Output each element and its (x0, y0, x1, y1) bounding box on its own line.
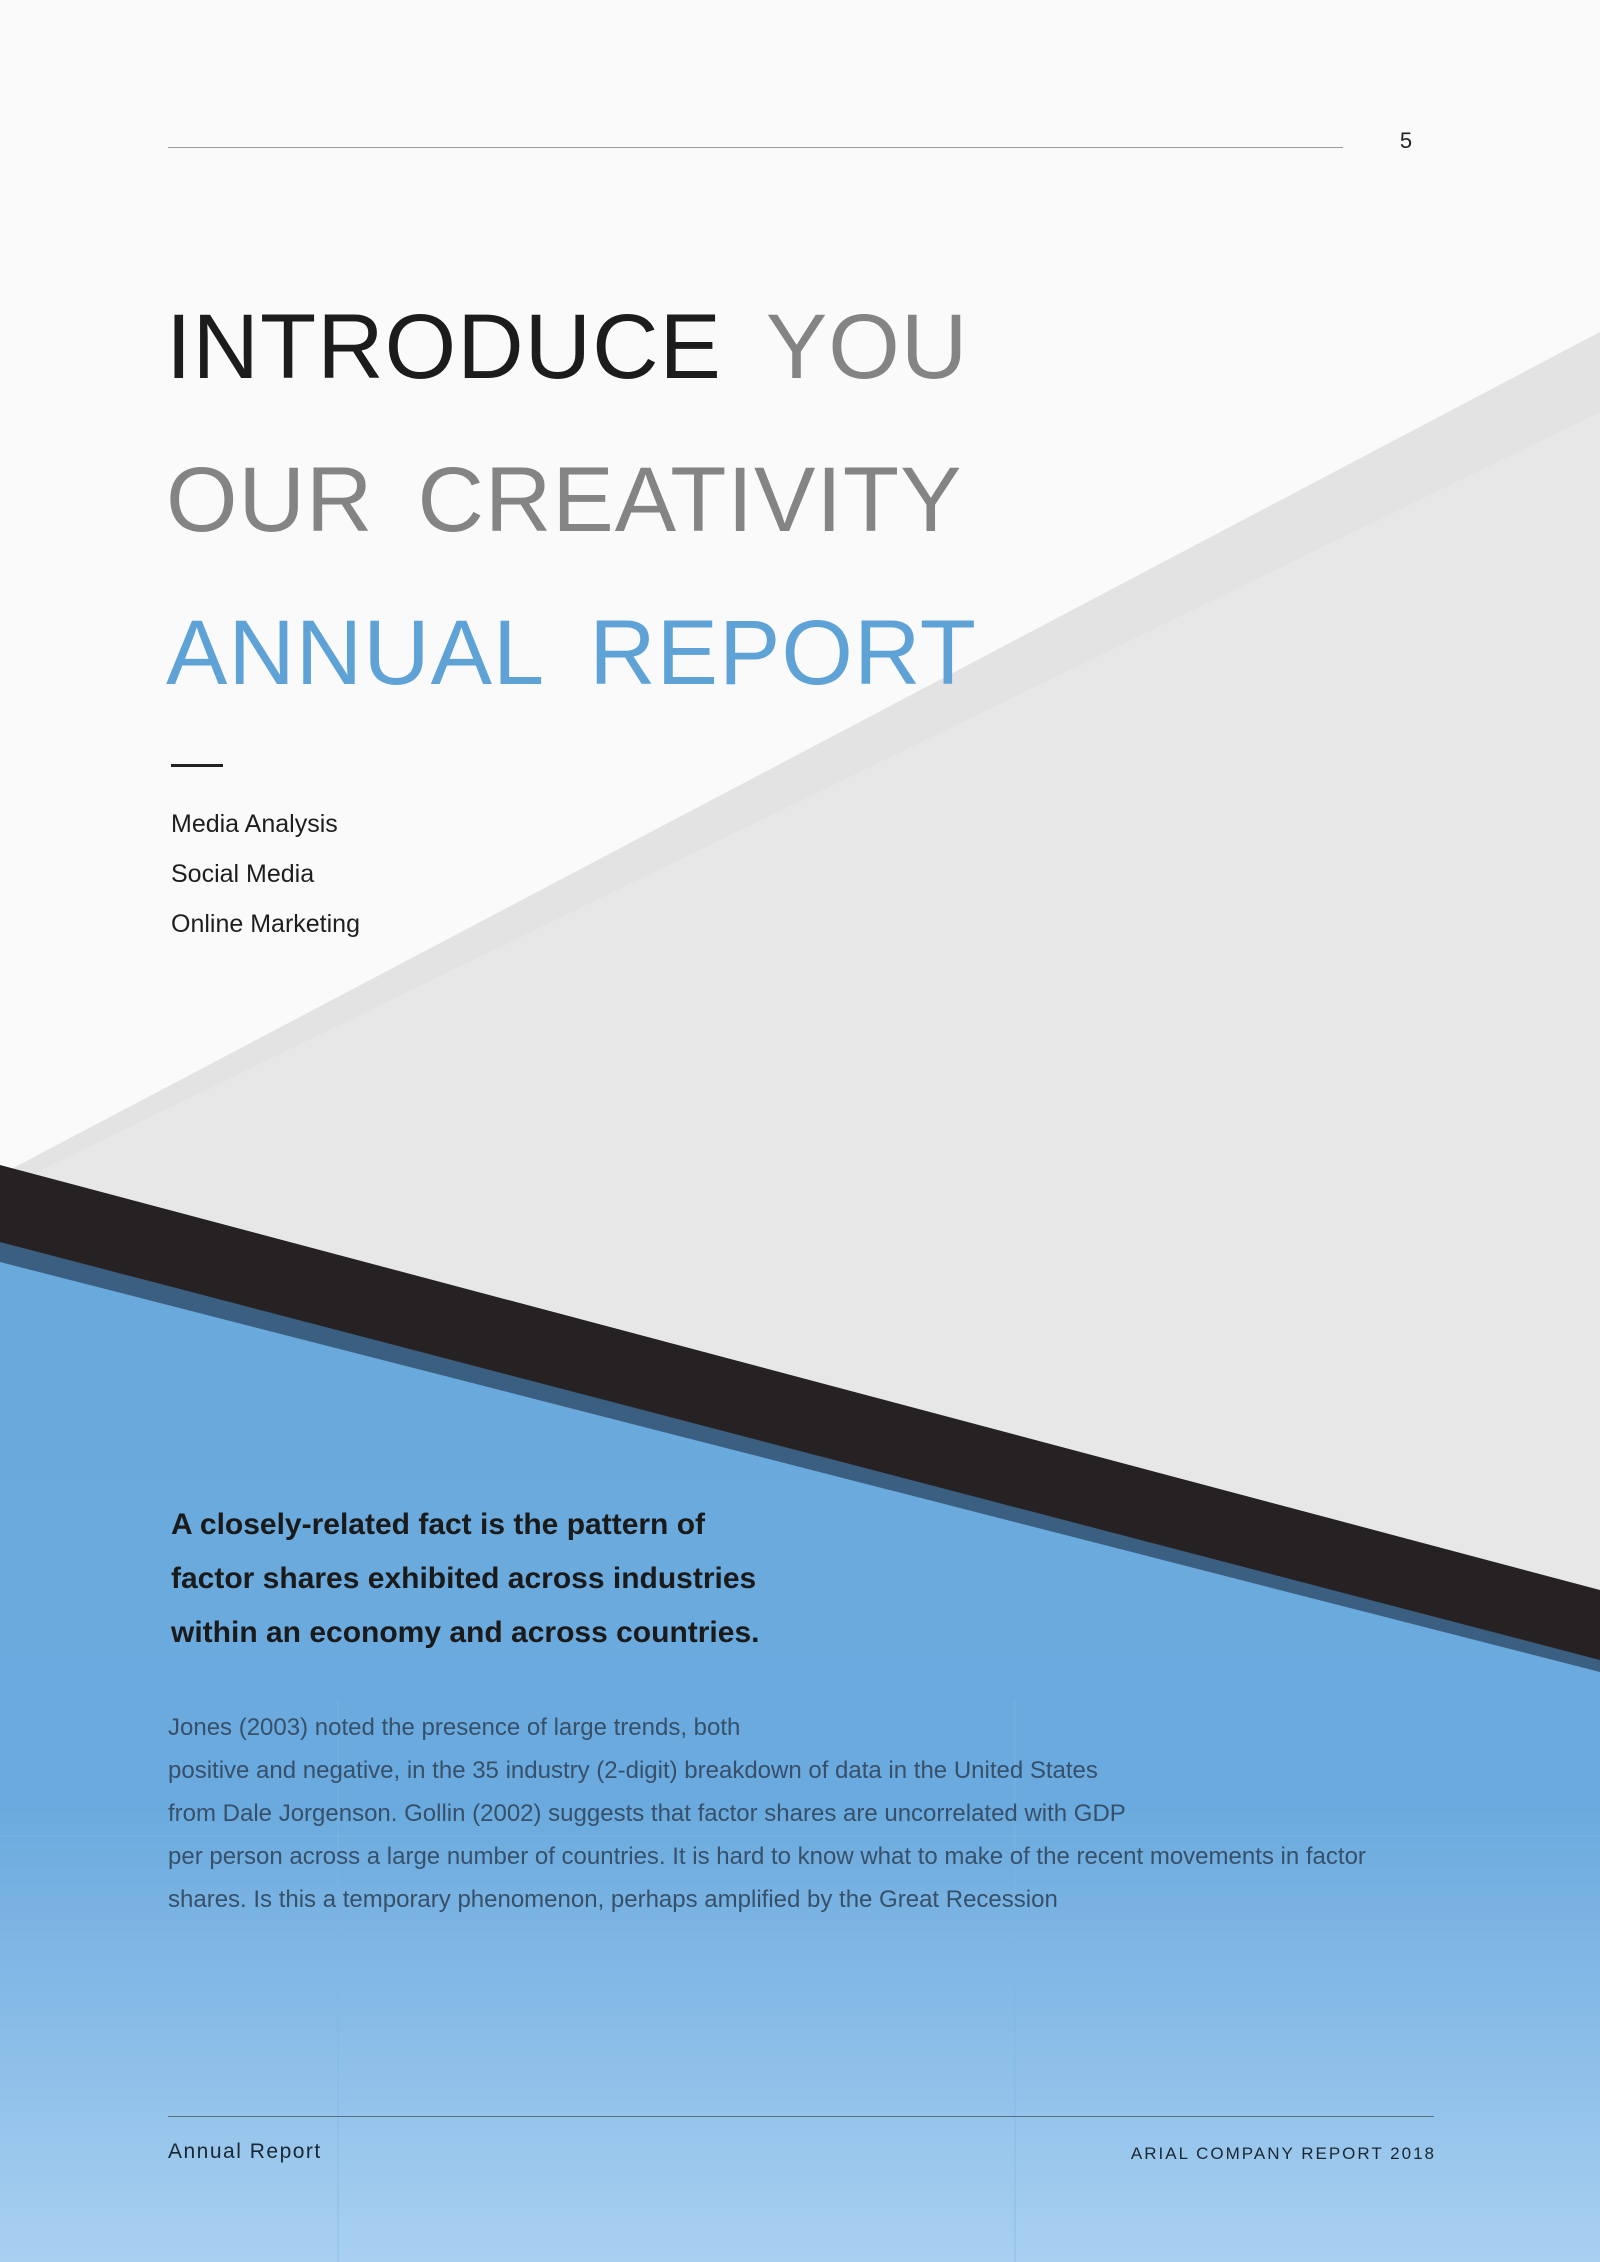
headline-word-creativity: CREATIVITY (417, 449, 963, 551)
headline-word-you: YOU (765, 296, 969, 398)
headline-word-our: OUR (166, 449, 374, 551)
footer-left-label: Annual Report (168, 2140, 322, 2163)
lead-line: A closely-related fact is the pattern of (171, 1508, 706, 1541)
lead-statement (171, 1498, 871, 1660)
topic-item: Online Marketing (171, 910, 360, 938)
lead-line: factor shares exhibited across industries (171, 1562, 757, 1595)
headline-word-report: REPORT (589, 602, 977, 704)
bottom-divider-line (168, 2116, 1434, 2117)
body-paragraph (168, 1706, 1436, 1921)
headline-line-1 (166, 292, 968, 402)
topic-item: Social Media (171, 860, 315, 888)
headline-word-annual: ANNUAL (166, 602, 546, 704)
headline-word-introduce: INTRODUCE (166, 296, 722, 398)
page-number: 5 (1399, 128, 1413, 153)
body-line: shares. Is this a temporary phenomenon, perhaps amplified by the Great Recession (168, 1886, 1058, 1913)
accent-dash (171, 764, 223, 767)
body-line: positive and negative, in the 35 industry (2-digit) breakdown of data in the United States (168, 1757, 1098, 1784)
body-line: Jones (2003) noted the presence of large trends, both (168, 1714, 741, 1741)
topic-list (171, 799, 360, 949)
footer-right-label: ARIAL COMPANY REPORT 2018 (1130, 2144, 1436, 2163)
lead-line: within an economy and across countries. (171, 1616, 760, 1649)
body-line: from Dale Jorgenson. Gollin (2002) suggests that factor shares are uncorrelated with GDP (168, 1800, 1126, 1827)
topic-item: Media Analysis (171, 810, 338, 838)
headline-line-3 (166, 598, 977, 708)
headline-line-2 (166, 445, 962, 555)
top-divider-line (168, 147, 1343, 148)
body-line: per person across a large number of countries. It is hard to know what to make of the recent movements in factor (168, 1843, 1366, 1870)
